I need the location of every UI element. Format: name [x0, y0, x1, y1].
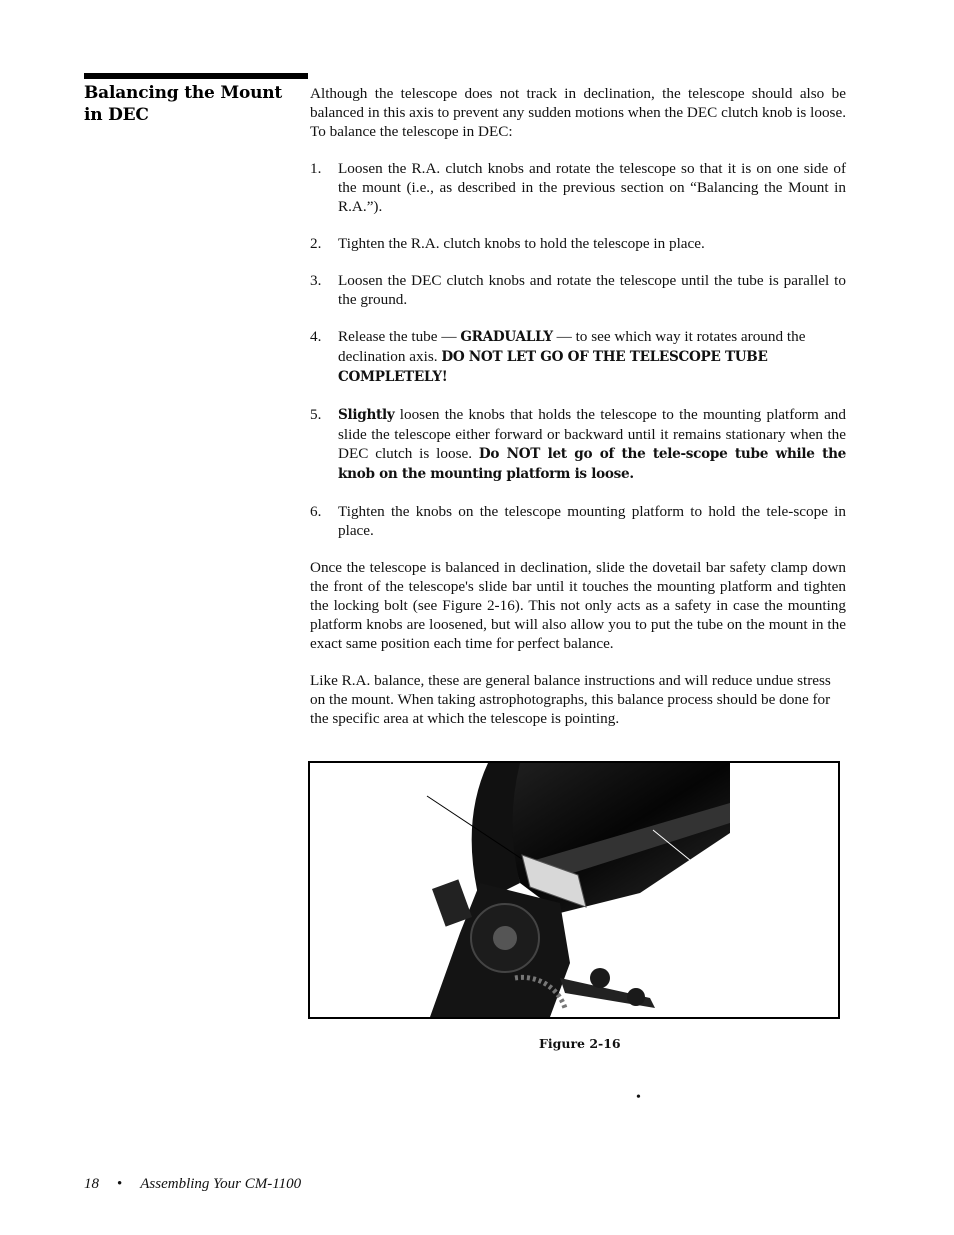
stray-mark: • — [636, 1090, 641, 1105]
knob — [627, 988, 645, 1006]
list-item — [310, 405, 846, 484]
step-number: 5. — [310, 406, 322, 423]
step-text: Tighten the R.A. clutch knobs to hold the telescope in place. — [338, 235, 705, 252]
step-number: 1. — [310, 160, 322, 177]
intro-paragraph: Although the telescope does not track in declination, the telescope should also be balanced in this axis to prevent any sudden motions when the DEC clutch knob is loose. To balance the telescope in DEC: — [310, 85, 846, 140]
section-rule — [84, 73, 308, 79]
list-item — [310, 234, 846, 253]
section-title — [84, 82, 294, 126]
telescope-tube — [488, 763, 730, 913]
figure-caption: Figure 2-16 — [539, 1036, 621, 1051]
step-text: Tighten the knobs on the telescope mounting platform to hold the tele-scope in place. — [338, 503, 846, 539]
step-text-mid: loosen the knobs that holds the telescope to the mounting platform and slide the telescope either forward or backward until it remains stationary when the DEC clutch is loose. — [338, 406, 846, 462]
page-footer — [84, 1176, 301, 1193]
page-number: 18 — [84, 1176, 99, 1192]
body-column — [310, 84, 846, 746]
step-emphasis: Slightly — [338, 407, 395, 423]
balance-paragraph: Once the telescope is balanced in declination, slide the dovetail bar safety clamp down the front of the telescope's slide bar until it touches the mounting platform and tighten the locking bolt (see Figure 2-16). This not only acts as a safety in case the mounting platform knobs are loosened, but will also allow you to put the tube on the mount in the exact same position each time for perfect balance. — [310, 559, 846, 652]
list-item — [310, 159, 846, 216]
step-number: 3. — [310, 272, 322, 289]
figure-2-16-photo — [308, 761, 840, 1019]
step-number: 4. — [310, 328, 322, 345]
section-title-line2: in DEC — [84, 105, 149, 125]
step-text: Loosen the R.A. clutch knobs and rotate the telescope so that it is on one side of the mount (i.e., as described in the previous section on “Balancing the Mount in R.A.”). — [338, 160, 846, 215]
footer-title: Assembling Your CM-1100 — [140, 1176, 302, 1192]
list-item — [310, 502, 846, 540]
step-text: Loosen the DEC clutch knobs and rotate the telescope until the tube is parallel to the ground. — [338, 272, 846, 308]
step-number: 6. — [310, 503, 322, 520]
footer-separator: • — [117, 1176, 123, 1192]
knob — [590, 968, 610, 988]
step-warning: DO NOT LET GO OF THE TELESCOPE TUBE COMPLETELY! — [338, 349, 768, 385]
step-text-pre: Release the tube — — [338, 328, 461, 345]
step-text-mid: — to see which way it rotates around the declination axis. — [338, 328, 806, 365]
steps-list — [310, 159, 846, 540]
list-item — [310, 271, 846, 309]
step-number: 2. — [310, 235, 322, 252]
list-item — [310, 327, 846, 387]
step-emphasis: GRADUALLY — [460, 329, 553, 345]
step-warning: Do NOT let go of the tele-scope tube while the knob on the mounting platform is loose. — [338, 446, 846, 482]
note-paragraph: Like R.A. balance, these are general balance instructions and will reduce undue stress on the mount. When taking astrophotographs, this balance process should be done for the specific area at which the telescope is pointing. — [310, 672, 831, 727]
dec-axis-hub — [493, 926, 517, 950]
section-title-line1: Balancing the Mount — [84, 83, 283, 103]
telescope-photo-illustration — [310, 763, 838, 1017]
